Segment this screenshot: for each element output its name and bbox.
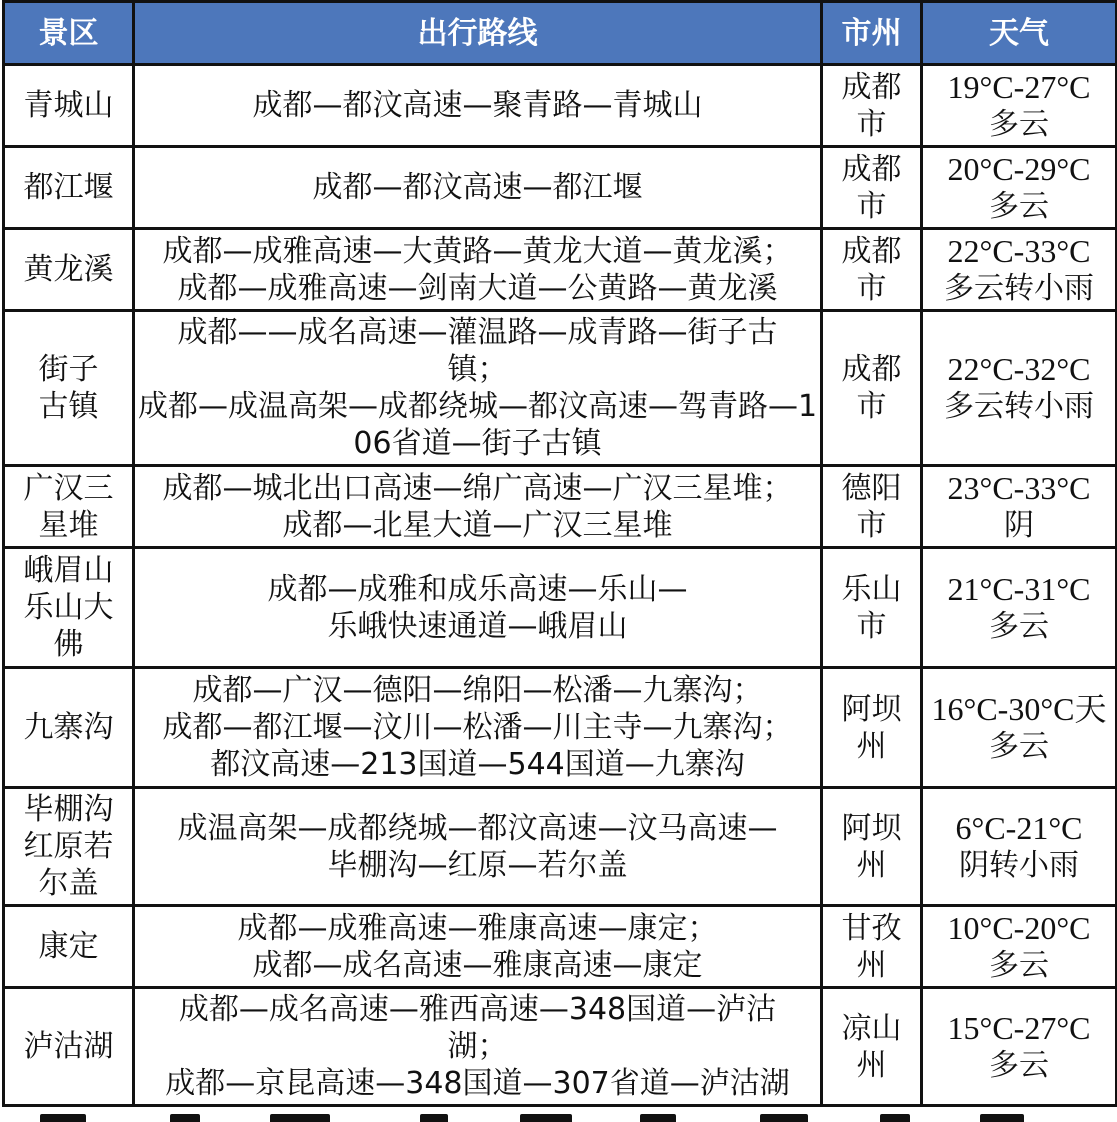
spot-name [4, 466, 134, 548]
route-line: 成都——成名高速—灌温路—成青路—街子古镇； [177, 315, 778, 387]
weather-desc: 多云 [989, 1047, 1049, 1083]
route-cell [134, 311, 822, 466]
spot-name [4, 229, 134, 311]
table-row [4, 229, 1117, 311]
table-row [4, 988, 1117, 1106]
spot-label: 广汉三星堆 [23, 470, 114, 543]
weather-cell [922, 788, 1117, 906]
weather-desc: 阴转小雨 [959, 847, 1079, 883]
city-cell: 德阳市 [822, 466, 922, 548]
weather-cell [922, 65, 1117, 147]
weather-cell [922, 906, 1117, 988]
route-cell [134, 147, 822, 229]
route-line: 都汶高速—213国道—544国道—九寨沟 [210, 747, 745, 782]
table-row [4, 147, 1117, 229]
scenic-route-table [2, 0, 1117, 1107]
route-cell [134, 988, 822, 1106]
spot-label: 毕棚沟红原若尔盖 [23, 792, 114, 901]
weather-cell [922, 988, 1117, 1106]
weather-cell [922, 311, 1117, 466]
route-cell [134, 668, 822, 788]
spot-label: 都江堰 [23, 170, 114, 205]
route-line: 成都—北星大道—广汉三星堆 [282, 507, 673, 543]
route-line: 成都—成雅高速—雅康高速—康定； [237, 910, 718, 946]
spot-label: 九寨沟 [23, 710, 114, 745]
spot-name [4, 311, 134, 466]
header-route: 出行路线 [134, 2, 822, 65]
table-row [4, 668, 1117, 788]
temperature: 19°C-27°C [947, 68, 1091, 105]
weather-desc: 多云转小雨 [944, 389, 1094, 424]
temperature: 23°C-33°C [947, 469, 1091, 506]
route-line: 成都—成雅高速—大黄路—黄龙大道—黄龙溪； [162, 233, 793, 269]
city-cell: 成都市 [822, 147, 922, 229]
temperature: 6°C-21°C [955, 809, 1083, 846]
cropped-text-fragment [0, 1112, 1117, 1122]
weather-desc: 阴 [1004, 507, 1034, 543]
spot-label: 青城山 [23, 88, 114, 123]
temperature: 10°C-20°C [947, 909, 1091, 946]
temperature: 16°C-30°C天 [931, 690, 1107, 727]
route-line: 成都—成名高速—雅西高速—348国道—泸沽湖； [178, 992, 777, 1064]
weather-desc: 多云 [989, 188, 1049, 224]
temperature: 20°C-29°C [947, 150, 1091, 187]
route-line: 成都—成名高速—雅康高速—康定 [252, 947, 703, 983]
spot-name [4, 988, 134, 1106]
route-line: 成都—成雅高速—剑南大道—公黄路—黄龙溪 [177, 270, 778, 306]
city-cell: 甘孜州 [822, 906, 922, 988]
route-line: 成都—成温高架—成都绕城—都汶高速—驾青路—106省道—街子古镇 [137, 389, 818, 461]
temperature: 15°C-27°C [947, 1009, 1091, 1046]
weather-desc: 多云转小雨 [944, 270, 1094, 306]
city-cell: 成都市 [822, 65, 922, 147]
table-row [4, 311, 1117, 466]
spot-label: 街子古镇 [38, 352, 99, 424]
route-cell [134, 906, 822, 988]
route-line: 成温高架—成都绕城—都汶高速—汶马高速— [177, 810, 778, 846]
weather-cell [922, 229, 1117, 311]
route-cell [134, 788, 822, 906]
route-cell [134, 466, 822, 548]
header-city: 市州 [822, 2, 922, 65]
header-spot: 景区 [4, 2, 134, 65]
route-line: 成都—都汶高速—都江堰 [312, 170, 643, 205]
weather-desc: 多云 [989, 728, 1049, 764]
city-cell: 凉山州 [822, 988, 922, 1106]
weather-cell [922, 668, 1117, 788]
table-row [4, 906, 1117, 988]
spot-name [4, 668, 134, 788]
spot-label: 峨眉山乐山大佛 [23, 553, 114, 662]
city-cell: 阿坝州 [822, 668, 922, 788]
city-cell: 乐山市 [822, 548, 922, 668]
temperature: 22°C-32°C [947, 351, 1091, 387]
temperature: 22°C-33°C [947, 232, 1091, 269]
city-cell: 成都市 [822, 311, 922, 466]
table-row [4, 788, 1117, 906]
header-row [4, 2, 1117, 65]
table-row [4, 65, 1117, 147]
weather-cell [922, 548, 1117, 668]
route-line: 成都—成雅和成乐高速—乐山— [267, 571, 688, 607]
spot-name [4, 65, 134, 147]
header-weather: 天气 [922, 2, 1117, 65]
temperature: 21°C-31°C [947, 570, 1091, 607]
table-row [4, 548, 1117, 668]
route-cell [134, 65, 822, 147]
weather-cell [922, 147, 1117, 229]
spot-label: 康定 [38, 929, 99, 964]
route-cell [134, 548, 822, 668]
route-line: 毕棚沟—红原—若尔盖 [327, 847, 628, 883]
weather-desc: 多云 [989, 947, 1049, 983]
route-line: 乐峨快速通道—峨眉山 [327, 608, 628, 644]
spot-name [4, 788, 134, 906]
route-line: 成都—广汉—德阳—绵阳—松潘—九寨沟； [192, 673, 763, 708]
weather-desc: 多云 [989, 608, 1049, 644]
spot-name [4, 548, 134, 668]
route-line: 成都—都江堰—汶川—松潘—川主寺—九寨沟； [162, 710, 793, 745]
table-row [4, 466, 1117, 548]
spot-label: 泸沽湖 [23, 1029, 114, 1064]
route-line: 成都—京昆高速—348国道—307省道—泸沽湖 [165, 1066, 790, 1101]
city-cell: 成都市 [822, 229, 922, 311]
route-cell [134, 229, 822, 311]
spot-name [4, 906, 134, 988]
spot-label: 黄龙溪 [23, 252, 114, 287]
route-line: 成都—都汶高速—聚青路—青城山 [252, 88, 703, 123]
spot-name [4, 147, 134, 229]
weather-cell [922, 466, 1117, 548]
city-cell: 阿坝州 [822, 788, 922, 906]
route-line: 成都—城北出口高速—绵广高速—广汉三星堆； [162, 470, 793, 506]
weather-desc: 多云 [989, 106, 1049, 142]
